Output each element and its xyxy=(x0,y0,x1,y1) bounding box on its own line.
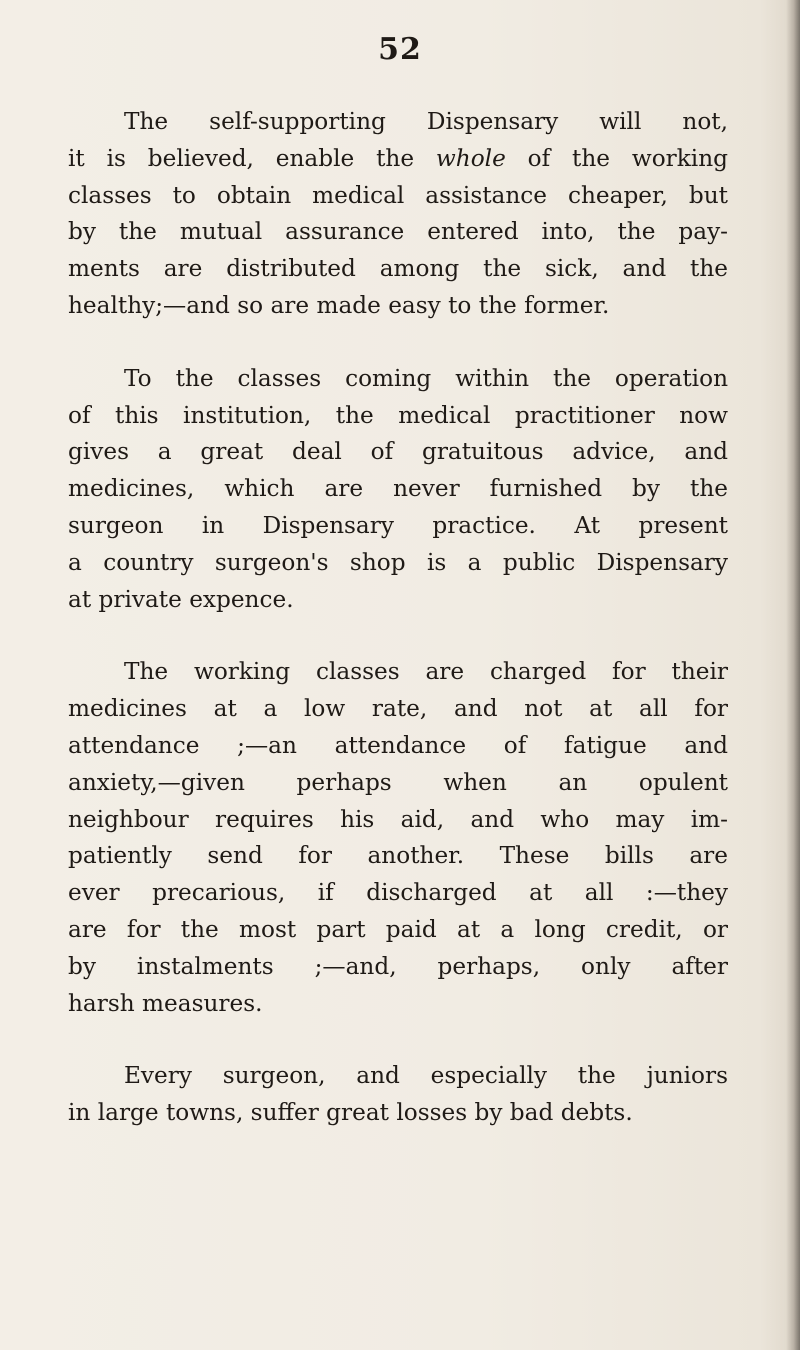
text-line: healthy;—and so are made easy to the former. xyxy=(68,291,610,319)
text-line: The self-supporting Dispensary will not, xyxy=(124,108,728,135)
text-line: Every surgeon, and especially the juniors xyxy=(124,1062,728,1090)
text-line: medicines, which are never furnished by the xyxy=(68,475,728,503)
text-line: at private expence. xyxy=(68,585,294,613)
text-line: ever precarious, if discharged at all :—they xyxy=(68,879,728,907)
text-line: attendance ;—an attendance of fatigue and xyxy=(68,731,728,759)
text-line: of this institution, the medical practitioner now xyxy=(68,401,728,429)
text-line: classes to obtain medical assistance cheaper, but xyxy=(68,181,728,209)
emphasis-text: whole xyxy=(435,144,506,172)
text-line: ments are distributed among the sick, and the xyxy=(68,255,728,283)
paragraph xyxy=(68,1058,728,1132)
text-line: medicines at a low rate, and not at all for xyxy=(68,695,728,723)
text-line: To the classes coming within the operation xyxy=(124,364,728,392)
text-line: surgeon in Dispensary practice. At present xyxy=(68,511,728,539)
text-line: anxiety,—given perhaps when an opulent xyxy=(68,768,728,796)
text-line: by the mutual assurance entered into, the pay- xyxy=(68,218,728,246)
text-line xyxy=(68,141,728,178)
text-line: harsh measures. xyxy=(68,989,263,1017)
body-text xyxy=(68,104,728,1168)
text-line: in large towns, suffer great losses by bad debts. xyxy=(68,1099,633,1127)
text-line: neighbour requires his aid, and who may im- xyxy=(68,805,728,833)
paragraph xyxy=(68,104,728,325)
text-line: patiently send for another. These bills are xyxy=(68,842,728,870)
text-run: of the working xyxy=(505,144,729,172)
paragraph xyxy=(68,654,728,1022)
page-edge-shadow xyxy=(786,0,800,1350)
text-run: it is believed, enable the xyxy=(68,144,436,172)
text-line: gives a great deal of gratuitous advice, and xyxy=(68,438,728,466)
page-number: 52 xyxy=(378,32,422,67)
text-line: are for the most part paid at a long credit, or xyxy=(68,915,728,943)
text-line: a country surgeon's shop is a public Dispensary xyxy=(68,548,728,576)
text-line: The working classes are charged for their xyxy=(124,658,728,686)
text-line: by instalments ;—and, perhaps, only after xyxy=(68,952,728,980)
paragraph xyxy=(68,361,728,619)
